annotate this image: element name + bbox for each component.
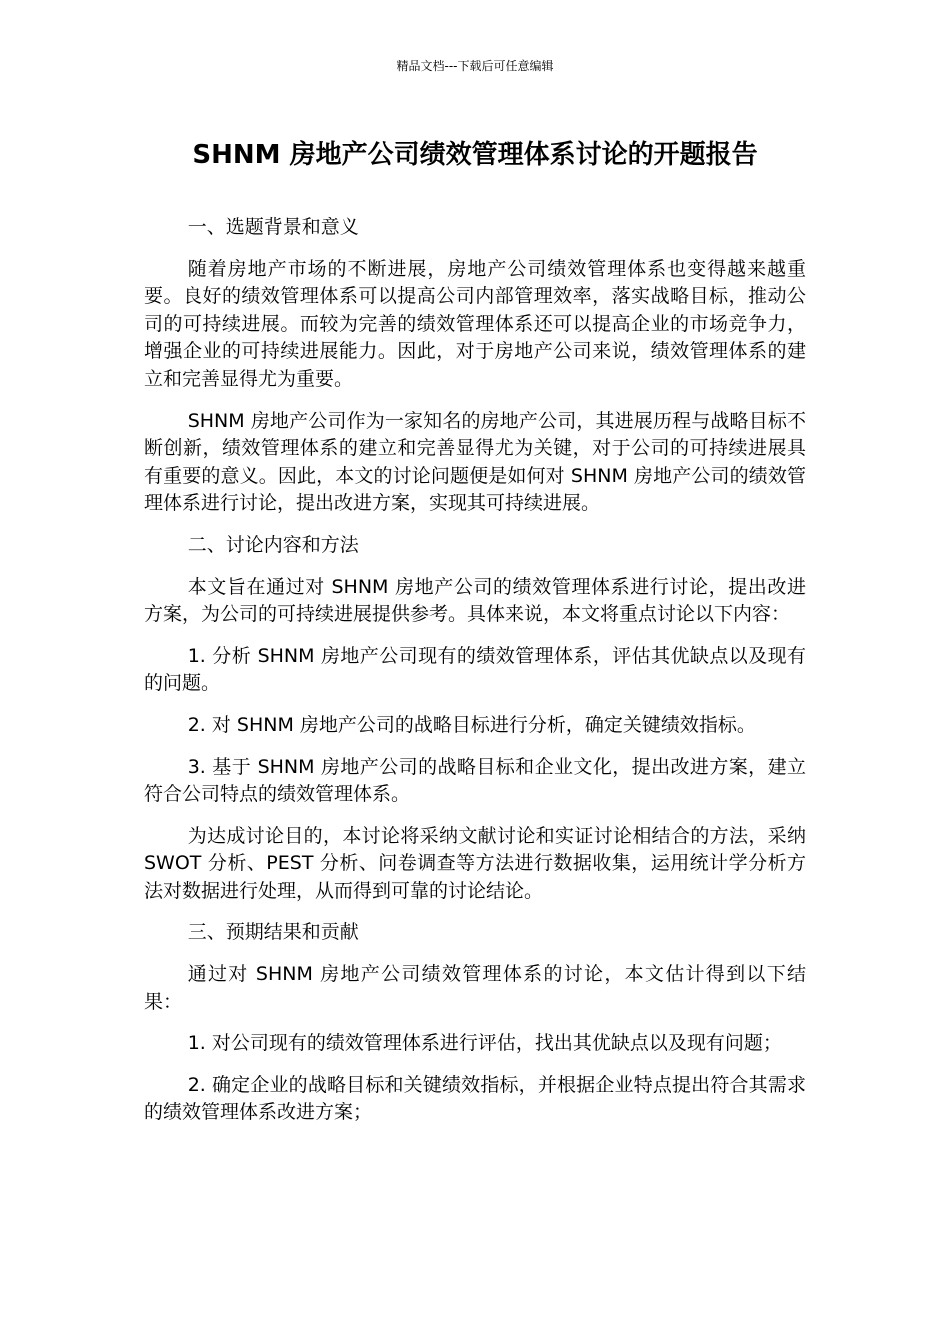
list-item: 3. 基于 SHNM 房地产公司的战略目标和企业文化，提出改进方案，建立符合公司特点的绩效管理体系。 (144, 755, 806, 806)
document-title: SHNM 房地产公司绩效管理体系讨论的开题报告 (192, 140, 758, 170)
body-paragraph: 随着房地产市场的不断进展，房地产公司绩效管理体系也变得越来越重要。良好的绩效管理体系可以提高公司内部管理效率，落实战略目标，推动公司的可持续进展。而较为完善的绩效管理体系还可以提高企业的市场竞争力，增强企业的可持续进展能力。因此，对于房地产公司来说，绩效管理体系的建立和完善显得尤为重要。 (144, 257, 806, 390)
header-note: 精品文档---下载后可任意编辑 (396, 59, 554, 73)
section-heading-background: 一、选题背景和意义 (187, 216, 359, 238)
list-item: 1. 对公司现有的绩效管理体系进行评估，找出其优缺点以及现有问题； (187, 1032, 782, 1055)
body-paragraph: 本文旨在通过对 SHNM 房地产公司的绩效管理体系进行讨论，提出改进方案，为公司的可持续进展提供参考。具体来说，本文将重点讨论以下内容： (144, 575, 806, 626)
body-paragraph: SHNM 房地产公司作为一家知名的房地产公司，其进展历程与战略目标不断创新，绩效管理体系的建立和完善显得尤为关键，对于公司的可持续进展具有重要的意义。因此，本文的讨论问题便是如何对 SHNM 房地产公司的绩效管理体系进行讨论，提出改进方案，实现其可持续进展。 (144, 409, 806, 515)
list-item: 1. 分析 SHNM 房地产公司现有的绩效管理体系，评估其优缺点以及现有的问题。 (144, 644, 806, 695)
section-heading-expected-results: 三、预期结果和贡献 (187, 921, 359, 944)
list-item: 2. 对 SHNM 房地产公司的战略目标进行分析，确定关键绩效指标。 (187, 713, 756, 736)
body-paragraph: 为达成讨论目的，本讨论将采纳文献讨论和实证讨论相结合的方法，采纳 SWOT 分析、PEST 分析、问卷调查等方法进行数据收集，运用统计学分析方法对数据进行处理，从而得到可靠的讨论结论。 (144, 824, 806, 902)
body-paragraph: 通过对 SHNM 房地产公司绩效管理体系的讨论，本文估计得到以下结果： (144, 963, 806, 1013)
document-body (144, 214, 806, 1141)
list-item: 2. 确定企业的战略目标和关键绩效指标，并根据企业特点提出符合其需求的绩效管理体系改进方案； (144, 1073, 806, 1124)
section-heading-content-methods: 二、讨论内容和方法 (187, 533, 359, 556)
